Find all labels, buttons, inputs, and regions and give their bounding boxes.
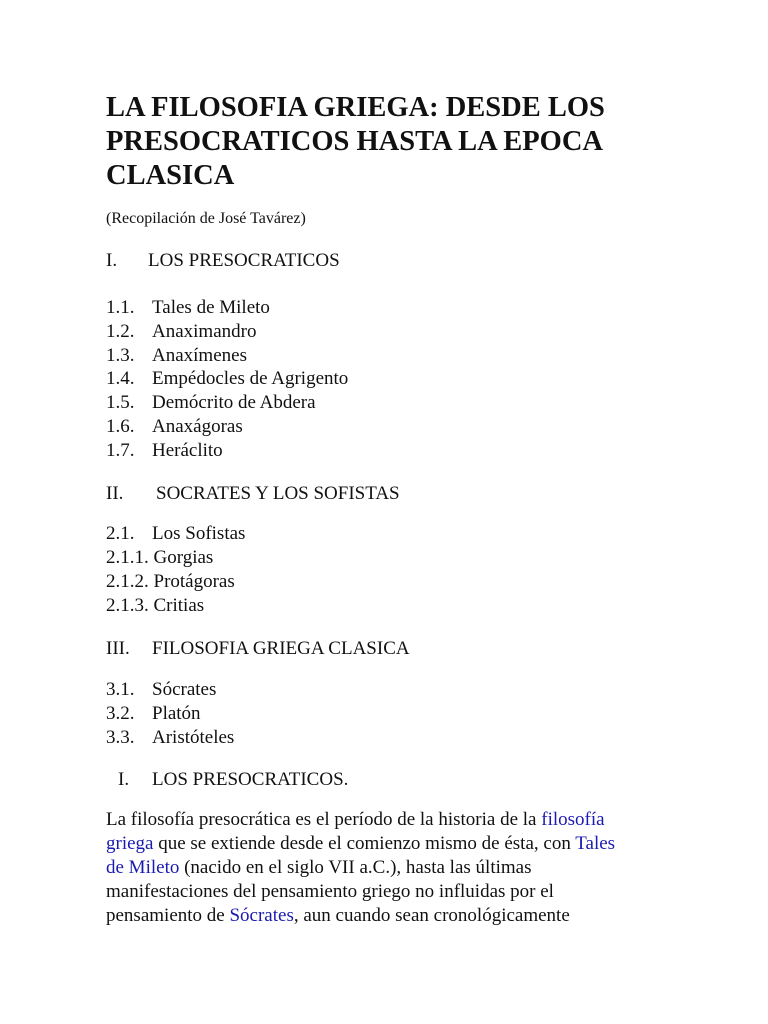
- toc-item-text: Protágoras: [153, 570, 235, 592]
- body-section-title: LOS PRESOCRATICOS.: [152, 769, 349, 790]
- toc-item-text: Heráclito: [152, 439, 223, 461]
- paragraph-line-1: [106, 808, 666, 832]
- toc-item-number: 2.1.: [106, 523, 135, 544]
- toc-section-title: SOCRATES Y LOS SOFISTAS: [156, 483, 400, 504]
- title-line-1: LA FILOSOFIA GRIEGA: DESDE LOS: [106, 92, 605, 123]
- toc-item-text: Demócrito de Abdera: [152, 392, 316, 414]
- toc-item-number: 1.1.: [106, 297, 135, 318]
- toc-item-text: Critias: [153, 594, 205, 616]
- toc-item-text: Anaxágoras: [152, 415, 243, 437]
- body-section-number: I.: [118, 769, 130, 790]
- paragraph-text: pensamiento de: [106, 905, 230, 926]
- toc-item-number: 3.1.: [106, 679, 135, 700]
- paragraph-text: que se extiende desde el comienzo mismo de ésta, con: [153, 833, 576, 854]
- toc-item-number: 1.7.: [106, 439, 135, 461]
- toc-item-text: Anaximandro: [152, 320, 257, 342]
- link-filosofia-griega[interactable]: filosofía: [541, 809, 605, 830]
- toc-item-text: Sócrates: [152, 679, 217, 700]
- document-subtitle: (Recopilación de José Tavárez): [106, 210, 306, 227]
- paragraph-line-3: [106, 856, 666, 880]
- title-line-3: CLASICA: [106, 160, 235, 191]
- toc-item-number: 1.3.: [106, 344, 135, 366]
- toc-item-text: Aristóteles: [152, 726, 235, 748]
- toc-item-number: 1.4.: [106, 368, 135, 390]
- paragraph-line-2: [106, 832, 666, 856]
- toc-item-number: 1.5.: [106, 392, 135, 414]
- toc-item-number: 3.2.: [106, 702, 135, 724]
- toc-item-text: Los Sofistas: [152, 523, 246, 544]
- link-tales-de-mileto-cont[interactable]: de Mileto: [106, 857, 180, 878]
- link-tales-de-mileto[interactable]: Tales: [575, 833, 616, 854]
- link-socrates[interactable]: Sócrates: [229, 905, 294, 926]
- paragraph-line-5: [106, 904, 666, 928]
- toc-section-number: III.: [106, 638, 130, 659]
- paragraph-line-4: manifestaciones del pensamiento griego no influidas por el: [106, 881, 554, 902]
- toc-item-text: Platón: [152, 702, 201, 724]
- title-line-2: PRESOCRATICOS HASTA LA EPOCA: [106, 126, 603, 157]
- toc-section-number: I.: [106, 250, 118, 271]
- toc-item-text: Tales de Mileto: [152, 297, 270, 318]
- toc-item-number: 2.1.3.: [106, 594, 149, 616]
- toc-item-number: 3.3.: [106, 726, 135, 748]
- toc-item-number: 1.2.: [106, 320, 135, 342]
- toc-item: [106, 570, 235, 594]
- toc-item-number: 2.1.2.: [106, 570, 149, 592]
- toc-section-title: LOS PRESOCRATICOS: [148, 250, 340, 271]
- toc-item-text: Anaxímenes: [152, 344, 247, 366]
- document-title: [106, 91, 666, 193]
- toc-sublist-section-2: [106, 546, 235, 617]
- toc-item-text: Gorgias: [153, 547, 214, 568]
- link-filosofia-griega-cont[interactable]: griega: [106, 833, 154, 854]
- toc-section-number: II.: [106, 483, 124, 504]
- paragraph-text: , aun cuando sean cronológicamente: [293, 905, 570, 926]
- toc-item-number: 1.6.: [106, 415, 135, 437]
- toc-item: [106, 594, 235, 618]
- toc-section-title: FILOSOFIA GRIEGA CLASICA: [152, 638, 410, 659]
- paragraph-text: (nacido en el siglo VII a.C.), hasta las últimas: [179, 857, 532, 878]
- paragraph-text: La filosofía presocrática es el período de la historia de la: [106, 809, 542, 830]
- toc-item: [106, 546, 235, 570]
- toc-item-number: 2.1.1.: [106, 547, 149, 568]
- toc-item-text: Empédocles de Agrigento: [152, 368, 349, 390]
- body-paragraph: [106, 808, 666, 928]
